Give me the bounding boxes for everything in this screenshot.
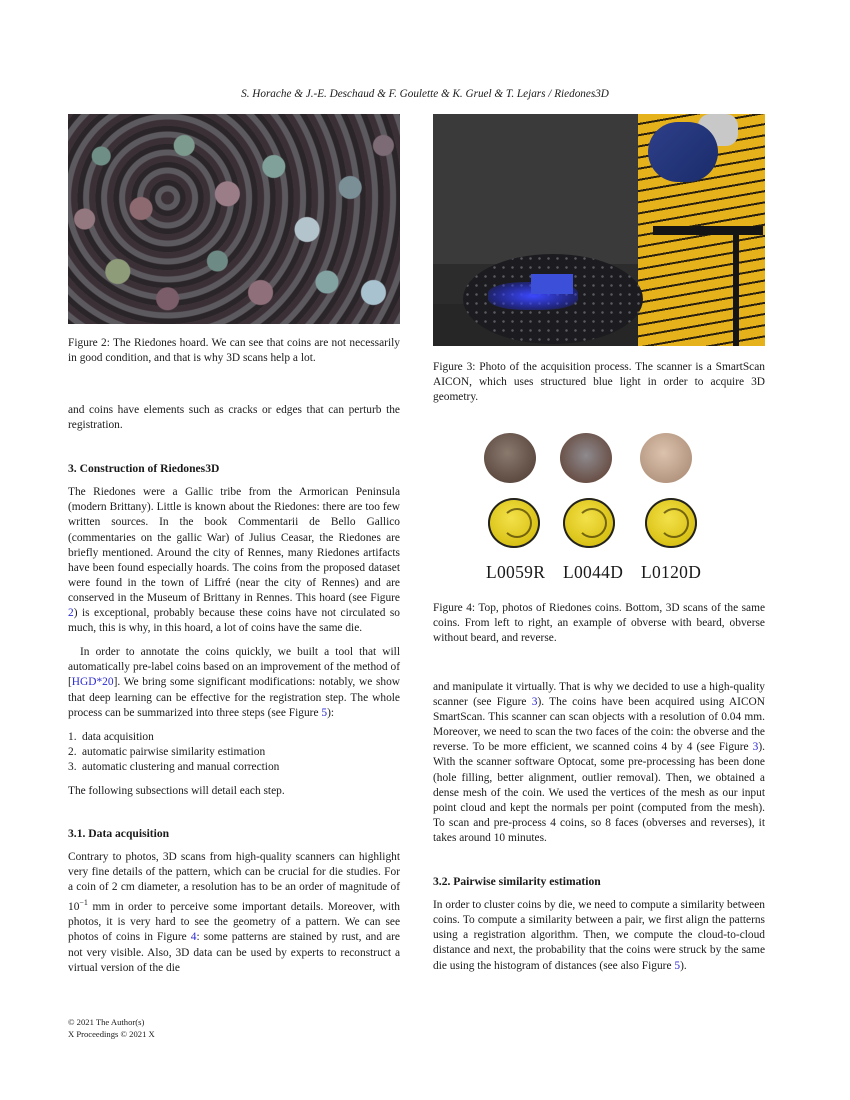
figure-3-scanner-image bbox=[433, 114, 765, 346]
proceedings-line: X Proceedings © 2021 X bbox=[68, 1028, 155, 1039]
step-item: 1. data acquisition bbox=[68, 730, 154, 743]
figure-5-ref-link[interactable]: 5 bbox=[321, 706, 328, 719]
right-column bbox=[433, 680, 765, 974]
continuation-paragraph: and coins have elements such as cracks or edges that can perturb the registration. bbox=[68, 404, 400, 432]
section-3-2-heading: 3.2. Pairwise similarity estimation bbox=[433, 875, 601, 889]
process-steps-list bbox=[68, 730, 400, 775]
left-column bbox=[68, 403, 400, 976]
section-3-paragraph-2: In order to annotate the coins quickly, we built a tool that will automatically pre-label coins based on an improvement of the method of [HGD*20]. We bring some significant modifications: notably, we show that deep learning can be effective for the registration step. The whole process can be summarized into three steps (see Figure 5): bbox=[68, 646, 400, 719]
section-3-1-paragraph: Contrary to photos, 3D scans from high-quality scanners can highlight very fine details of the pattern, which can be crucial for die studies. For a coin of 2 cm diameter, a resolution has to be an order of magnitude of $10^{-1}$ mm in order to perceive some important details. Moreover, with photos, it is very hard to see the geometry of a pattern. We can see photos of coins in Figure 4: some patterns are stained by rust, and are not very visible. Also, 3D data can be used by experts to reconstruct a virtual version of the die bbox=[68, 851, 400, 974]
coin-plate bbox=[531, 274, 573, 294]
figure-3-ref-link[interactable]: 3 bbox=[531, 696, 538, 709]
figure-3-ref-link-2[interactable]: 3 bbox=[752, 741, 759, 754]
scanner-arm bbox=[653, 226, 763, 235]
coin-photo-l0120d bbox=[640, 433, 692, 483]
running-header: S. Horache & J.-E. Deschaud & F. Goulette & K. Gruel & T. Lejars / Riedones3D bbox=[241, 88, 609, 100]
section-3-heading: 3. Construction of Riedones3D bbox=[68, 462, 220, 476]
footer bbox=[68, 1017, 155, 1040]
section-3-paragraph-1: The Riedones were a Gallic tribe from the Armorican Peninsula (modern Brittany). Little is known about the Riedones: there are too few written sources. In the book Commentarii de Bello Gallico (commentaries on the gallic War) of Julius Ceasar, the Riedones are briefly mentioned. Around the city of Rennes, many Riedones artifacts have been found especially hoards. The coins from the proposed dataset were found in the town of Liffré (near the city of Rennes) and are conserved in the Museum of Brittany in Rennes. This hoard (see Figure 2) is exceptional, probably because these coins have not circulated so much, this is why, in this hoard, a lot of coins have the same die. bbox=[68, 486, 400, 635]
scanner-head bbox=[648, 122, 718, 182]
figure-5-ref-link-2[interactable]: 5 bbox=[674, 959, 681, 972]
step-item: 3. automatic clustering and manual correction bbox=[68, 760, 280, 773]
figure-2-caption: Figure 2: The Riedones hoard. We can see that coins are not necessarily in good condition, and that is why 3D scans help a lot. bbox=[68, 337, 400, 364]
coin-photo-l0059r bbox=[484, 433, 536, 483]
coin-label-2: L0044D bbox=[563, 562, 624, 582]
figure-4-ref-link[interactable]: 4 bbox=[190, 931, 197, 944]
section-3-2-paragraph: In order to cluster coins by die, we need to compute a similarity between coins. To compute a similarity between a pair, we first align the patterns using a registration algorithm. Then, we compute the cloud-to-cloud distance and next, the probability that the coins were struck by the same die using the histogram of distances (see also Figure 5). bbox=[433, 899, 765, 972]
scanner-stand bbox=[733, 234, 739, 346]
coin-label-3: L0120D bbox=[641, 562, 702, 582]
coin-label-1: L0059R bbox=[486, 562, 546, 582]
coin-photo-l0044d bbox=[560, 433, 612, 483]
copyright-line: © 2021 The Author(s) bbox=[68, 1017, 145, 1027]
coin-scan-l0120d bbox=[645, 498, 697, 548]
coin-scan-l0059r bbox=[488, 498, 540, 548]
step-item: 2. automatic pairwise similarity estimation bbox=[68, 745, 266, 758]
section-3-paragraph-3: The following subsections will detail each step. bbox=[68, 784, 285, 797]
figure-3-caption: Figure 3: Photo of the acquisition process. The scanner is a SmartScan AICON, which uses structured blue light in order to acquire 3D geometry. bbox=[433, 361, 765, 403]
figure-2-hoard-image bbox=[68, 114, 400, 324]
section-3-1-heading: 3.1. Data acquisition bbox=[68, 827, 170, 841]
right-continuation-paragraph: and manipulate it virtually. That is why we decided to use a high-quality scanner (see Figure 3). The coins have been acquired using AICON SmartScan. This scanner can scan objects with a resolution of 0.04 mm. Moreover, we need to scan the two faces of the coin: the obverse and the reverse. To be more efficient, we scanned coins 4 by 4 (see Figure 3). With the scanner software Optocat, some pre-processing has been done (hole filling, better alignment, outlier removal). Then, we obtained a dense mesh of the coin. We used the vertices of the mesh as our input point cloud and kept the normals per point (computed from the mesh). To scan and pre-process 4 coins, so 8 faces (obverses and reverses), it takes around 10 minutes. bbox=[433, 681, 765, 844]
black-curtain bbox=[433, 114, 643, 264]
coin-scan-l0044d bbox=[563, 498, 615, 548]
figure-4-caption: Figure 4: Top, photos of Riedones coins. Bottom, 3D scans of the same coins. From left to right, an example of obverse with beard, obverse without beard, and reverse. bbox=[433, 602, 765, 644]
citation-hgd20-link[interactable]: HGD*20 bbox=[71, 676, 114, 689]
figure-2-ref-link[interactable]: 2 bbox=[68, 607, 74, 620]
